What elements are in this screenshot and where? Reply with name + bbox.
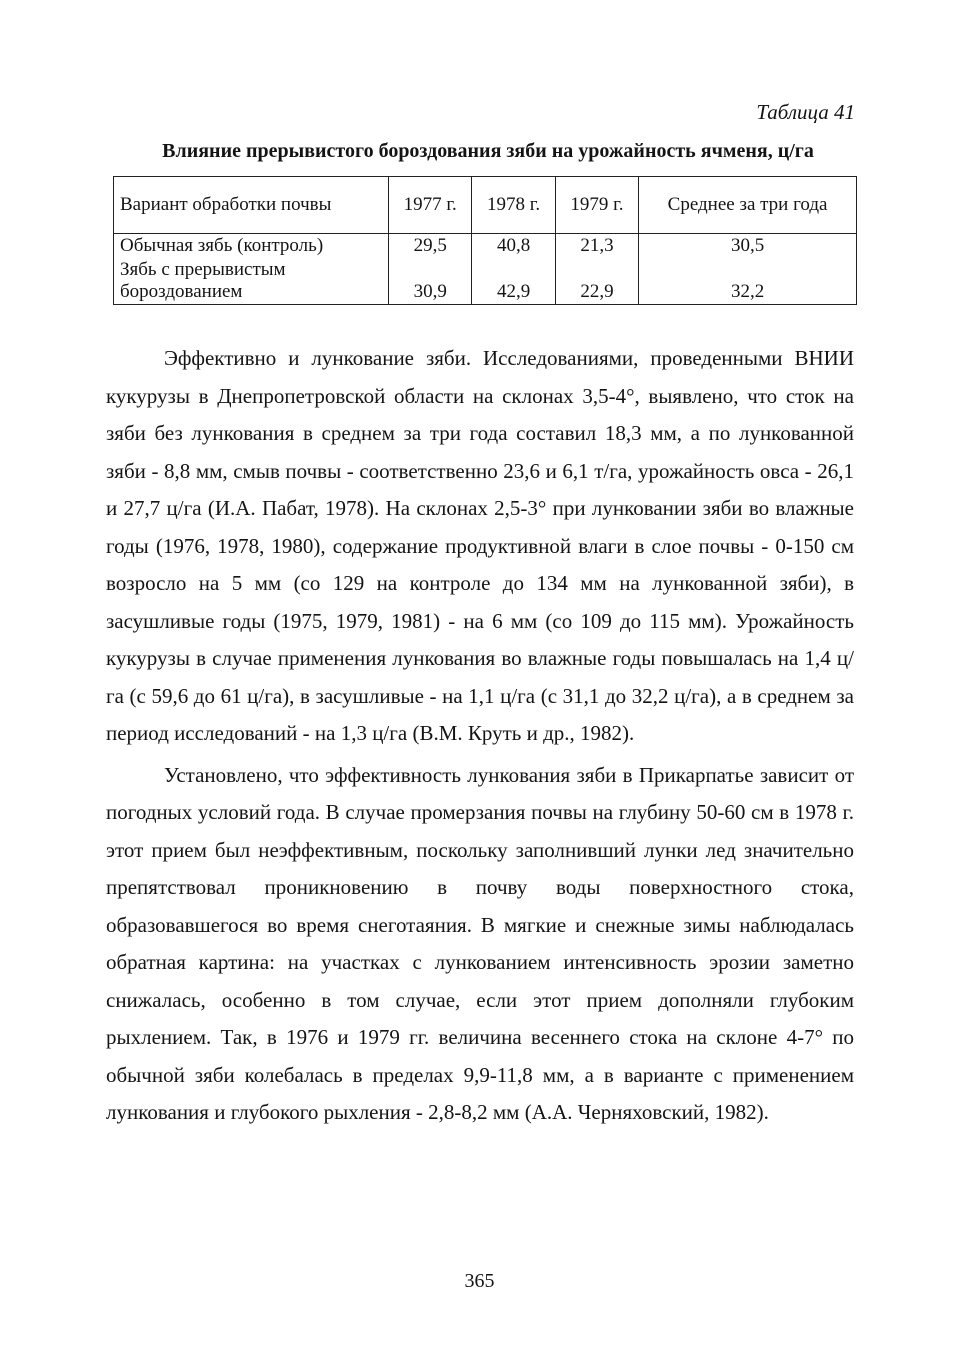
- cell-1978: 42,9: [472, 258, 555, 305]
- header-1979: 1979 г.: [555, 177, 638, 234]
- paragraph: Эффективно и лункование зяби. Исследованиями, проведенными ВНИИ кукурузы в Днепропетровской области на склонах 3,5-4°, выявлено, что сток на зяби без лункования в среднем за три года составил 18,3 мм, а по лункованной зяби - 8,8 мм, смыв почвы - соответственно 23,6 и 6,1 т/га, урожайность овса - 26,1 и 27,7 ц/га (И.А. Пабат, 1978). На склонах 2,5-3° при лунковании зяби во влажные годы (1976, 1978, 1980), содержание продуктивной влаги в слое почвы - 0-150 см возросло на 5 мм (со 129 на контроле до 134 мм на лункованной зяби), в засушливые годы (1975, 1979, 1981) - на 6 мм (со 109 до 115 мм). Урожайность кукурузы в случае применения лункования во влажные годы повышалась на 1,4 ц/га (с 59,6 до 61 ц/га), в засушливые - на 1,1 ц/га (с 31,1 до 32,2 ц/га), а в среднем за период исследований - на 1,3 ц/га (В.М. Круть и др., 1982).: [106, 346, 854, 745]
- cell-1979: 22,9: [555, 258, 638, 305]
- cell-1977: 29,5: [389, 234, 472, 259]
- page-number: 365: [464, 1270, 495, 1292]
- table-header-row: [114, 177, 857, 234]
- cell-variant: Обычная зябь (контроль): [114, 234, 389, 259]
- table-row: [114, 234, 857, 259]
- cell-average: 32,2: [639, 258, 857, 305]
- table-title: Влияние прерывистого бороздования зяби на урожайность ячменя, ц/га: [162, 140, 814, 162]
- header-average: Среднее за три года: [639, 177, 857, 234]
- cell-average: 30,5: [639, 234, 857, 259]
- cell-1979: 21,3: [555, 234, 638, 259]
- yield-table: [113, 176, 857, 305]
- cell-variant: Зябь с прерывистым бороздованием: [114, 258, 389, 305]
- paragraph: Установлено, что эффективность лункования зяби в Прикарпатье зависит от погодных условий года. В случае промерзания почвы на глубину 50-60 см в 1978 г. этот прием был неэффективным, поскольку заполнивший лунки лед значительно препятствовал проникновению в почву воды поверхностного стока, образовавшегося во время снеготаяния. В мягкие и снежные зимы наблюдалась обратная картина: на участках с лункованием интенсивность эрозии заметно снижалась, особенно в том случае, если этот прием дополняли глубоким рыхлением. Так, в 1976 и 1979 гг. величина весеннего стока на склоне 4-7° по обычной зяби колебалась в пределах 9,9-11,8 мм, а в варианте с применением лункования и глубокого рыхления - 2,8-8,2 мм (А.А. Черняховский, 1982).: [106, 762, 854, 1124]
- body-text: [106, 340, 854, 1136]
- header-variant: Вариант обработки почвы: [114, 177, 389, 234]
- table-row: [114, 258, 857, 305]
- cell-1978: 40,8: [472, 234, 555, 259]
- header-1977: 1977 г.: [389, 177, 472, 234]
- header-1978: 1978 г.: [472, 177, 555, 234]
- cell-1977: 30,9: [389, 258, 472, 305]
- table-label: Таблица 41: [756, 100, 855, 124]
